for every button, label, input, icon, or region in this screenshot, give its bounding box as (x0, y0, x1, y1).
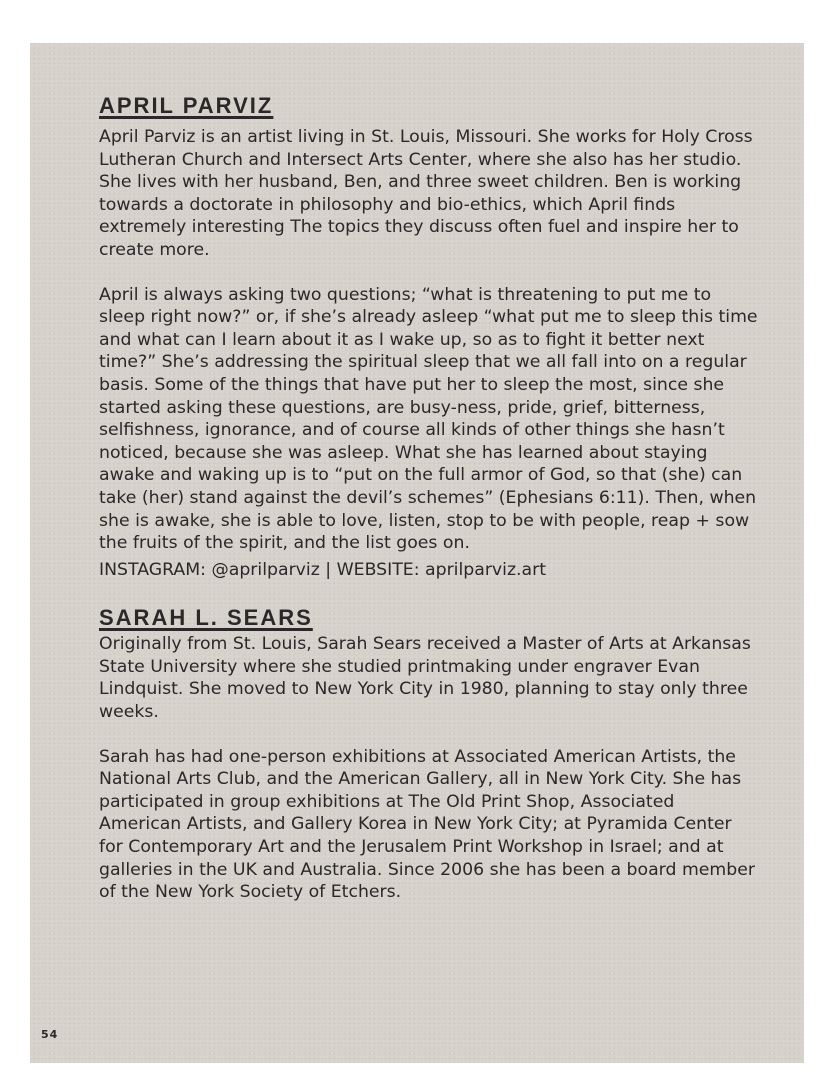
page-number: 54 (41, 1028, 59, 1041)
page (30, 43, 804, 1063)
artist-heading-april-parviz: APRIL PARVIZ (99, 93, 274, 118)
sarah-bio-paragraph-2: Sarah has had one-person exhibitions at Associated American Artists, the National Arts Club, and the American Gallery, all in New York City. She has participated in group exhibitions at The Old Print Shop, Associated American Artists, and Gallery Korea in New York City; at Pyramida Center for Contemporary Art and the Jerusalem Print Workshop in Israel; and at galleries in the UK and Australia. Since 2006 she has been a board member of the New York Society of Etchers. (99, 746, 755, 903)
sarah-bio-paragraph-1: Originally from St. Louis, Sarah Sears received a Master of Arts at Arkansas State University where she studied printmaking under engraver Evan Lindquist. She moved to New York City in 1980, planning to stay only three weeks. (99, 634, 751, 723)
april-bio-paragraph-2: April is always asking two questions; “what is threatening to put me to sleep right now?” or, if she’s already asleep “what put me to sleep this time and what can I learn about it as I wake up, so as to fight it better next time?” She’s addressing the spiritual sleep that we all fall into on a regular basis. Some of the things that have put her to sleep the most, since she started asking these questions, are busy-ness, pride, grief, bitterness, selfishness, ignorance, and of course all kinds of other things she hasn’t noticed, because she was asleep. What she has learned about staying awake and waking up is to “put on the full armor of God, so that (she) can take (her) stand against the devil’s schemes” (Ephesians 6:11). Then, when she is awake, she is able to love, listen, stop to be with people, reap + sow the fruits of the spirit, and the list goes on. (99, 284, 758, 554)
april-social-links: INSTAGRAM: @aprilparviz | WEBSITE: aprilparviz.art (99, 559, 546, 580)
artist-heading-sarah-sears: SARAH L. SEARS (99, 605, 313, 631)
page-content (99, 91, 759, 904)
april-bio-paragraph-1: April Parviz is an artist living in St. Louis, Missouri. She works for Holy Cross Lutheran Church and Intersect Arts Center, where she also has her studio. She lives with her husband, Ben, and three sweet children. Ben is working towards a doctorate in philosophy and bio-ethics, which April finds extremely interesting The topics they discuss often fuel and inspire her to create more. (99, 127, 753, 260)
